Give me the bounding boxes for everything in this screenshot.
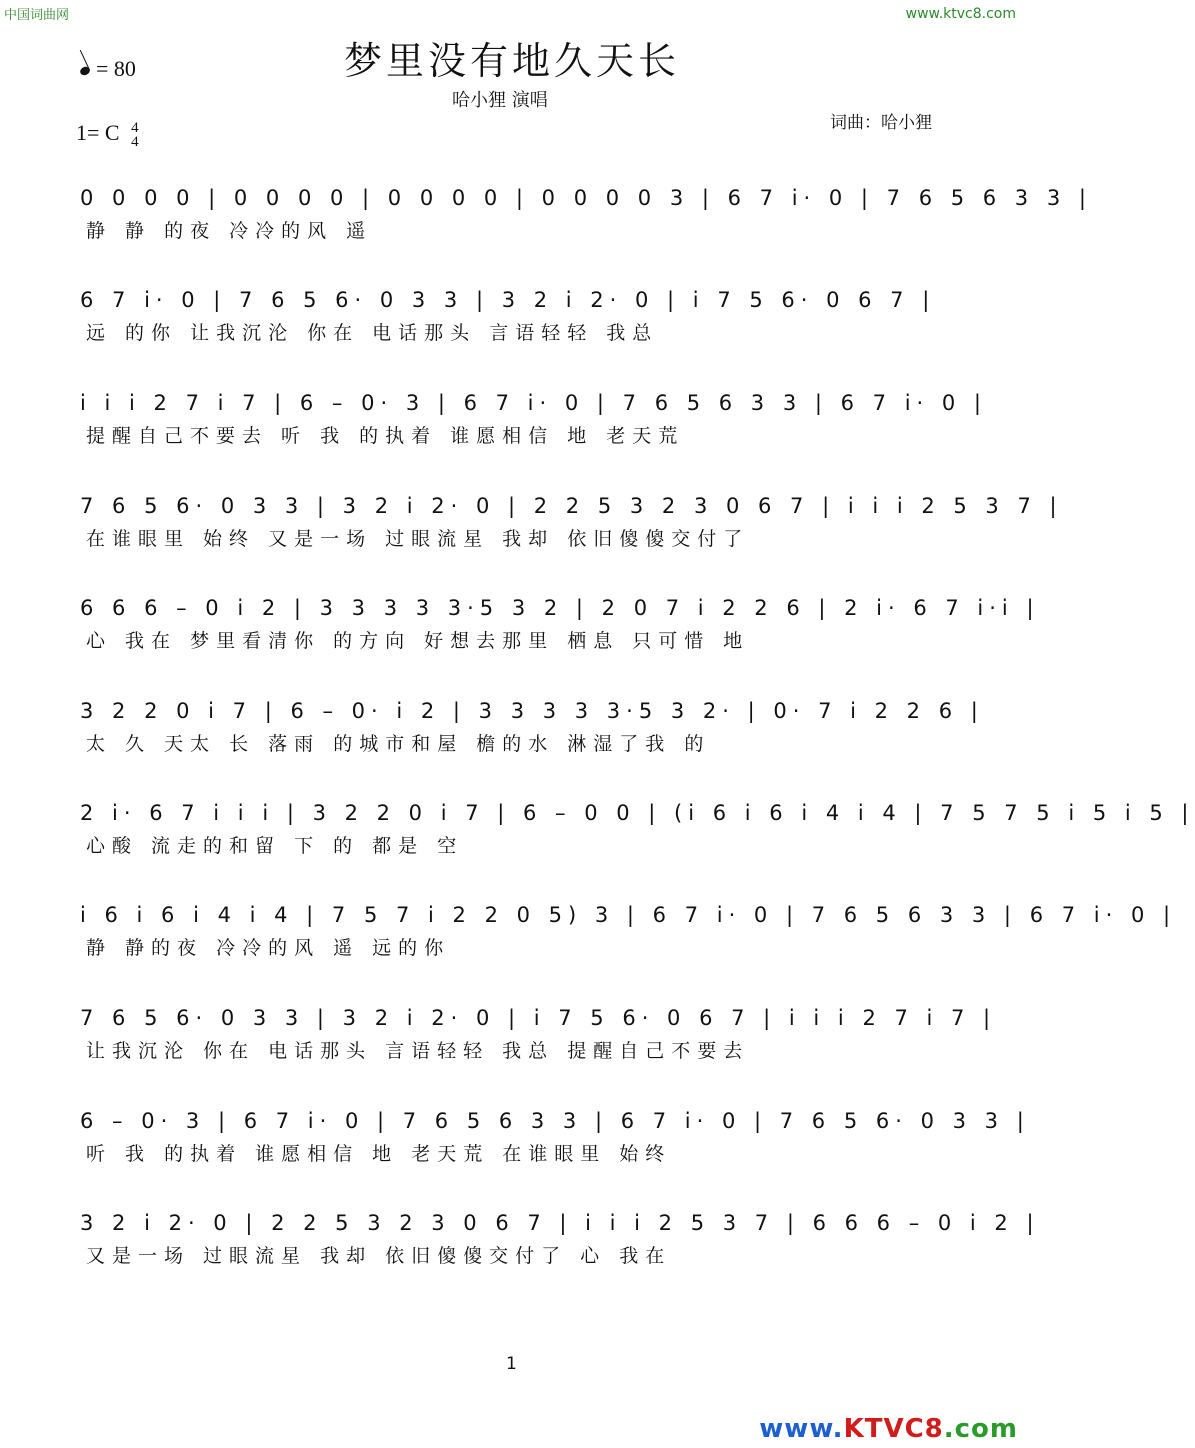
score-system: [80, 683, 984, 763]
lyric-line: 静 静的夜 冷冷的风 遥 远的你: [86, 937, 451, 959]
site-logo-left: 中国词曲网: [4, 8, 70, 23]
performer: 哈小狸 演唱: [452, 90, 548, 111]
score-system: [80, 580, 1040, 660]
score-system: [80, 170, 1092, 250]
key-signature: [76, 120, 139, 149]
notation-line: i 6 i 6 i 4 i 4 | 7 5 7 i 2 2 0 5) 3 | 6 7 i· 0 | 7 6 5 6 3 3 | 6 7 i· 0 |: [80, 903, 1177, 927]
notation-line: i i i 2 7 i 7 | 6 – 0· 3 | 6 7 i· 0 | 7 6 5 6 3 3 | 6 7 i· 0 |: [80, 391, 987, 415]
lyric-line: 让我沉沦 你在 电话那头 言语轻轻 我总 提醒自己不要去: [86, 1040, 750, 1062]
lyric-line: 心 我在 梦里看清你 的方向 好想去那里 栖息 只可惜 地: [86, 630, 750, 652]
lyric-line: 在谁眼里 始终 又是一场 过眼流星 我却 依旧傻傻交付了: [86, 528, 750, 550]
notation-line: 2 i· 6 7 i i i | 3 2 2 0 i 7 | 6 – 0 0 | (i 6 i 6 i 4 i 4 | 7 5 7 5 i 5 i 5 |: [80, 801, 1195, 825]
brand-com: .com: [943, 1414, 1018, 1444]
notation-line: 7 6 5 6· 0 3 3 | 3 2 i 2· 0 | 2 2 5 3 2 3 0 6 7 | i i i 2 5 3 7 |: [80, 494, 1063, 518]
lyric-line: 静 静 的夜 冷冷的风 遥: [86, 220, 373, 242]
song-title: 梦里没有地久天长: [343, 39, 680, 83]
page-number: 1: [506, 1354, 517, 1374]
time-top: 4: [131, 119, 139, 136]
score-system: [80, 272, 952, 352]
notation-line: 0 0 0 0 | 0 0 0 0 | 0 0 0 0 | 0 0 0 0 3 | 6 7 i· 0 | 7 6 5 6 3 3 |: [80, 186, 1092, 210]
credit: 词曲：哈小狸: [830, 113, 932, 133]
key-label: 1= C: [76, 120, 120, 145]
brand-watermark: [759, 1414, 1018, 1444]
score-system: [80, 375, 987, 455]
score-system: [80, 478, 1063, 558]
score-system: [80, 990, 997, 1070]
score-system: [80, 785, 1195, 865]
lyric-line: 太 久 天太 长 落雨 的城市和屋 檐的水 淋湿了我 的: [86, 733, 711, 755]
notation-line: 3 2 2 0 i 7 | 6 – 0· i 2 | 3 3 3 3 3·5 3 2· | 0· 7 i 2 2 6 |: [80, 699, 984, 723]
score-system: [80, 1195, 1040, 1275]
lyric-line: 听 我 的执着 谁愿相信 地 老天荒 在谁眼里 始终: [86, 1143, 672, 1165]
brand-www: www.: [759, 1414, 844, 1444]
lyric-line: 又是一场 过眼流星 我却 依旧傻傻交付了 心 我在: [86, 1245, 672, 1267]
notation-line: 6 7 i· 0 | 7 6 5 6· 0 3 3 | 3 2 i 2· 0 | i 7 5 6· 0 6 7 |: [80, 288, 936, 312]
tempo-value: = 80: [96, 56, 136, 81]
time-signature: [131, 121, 139, 149]
notation-line: 7 6 5 6· 0 3 3 | 3 2 i 2· 0 | i 7 5 6· 0 6 7 | i i i 2 7 i 7 |: [80, 1006, 997, 1030]
notation-line: 6 – 0· 3 | 6 7 i· 0 | 7 6 5 6 3 3 | 6 7 i· 0 | 7 6 5 6· 0 3 3 |: [80, 1109, 1030, 1133]
lyric-line: 远 的你 让我沉沦 你在 电话那头 言语轻轻 我总: [86, 322, 659, 344]
time-bottom: 4: [131, 133, 139, 150]
lyric-line: 心酸 流走的和留 下 的 都是 空: [86, 835, 464, 857]
lyric-line: 提醒自己不要去 听 我 的执着 谁愿相信 地 老天荒: [86, 425, 685, 447]
score-system: [80, 1093, 1030, 1173]
notation-line: 6 6 6 – 0 i 2 | 3 3 3 3 3·5 3 2 | 2 0 7 i 2 2 6 | 2 i· 6 7 i·i |: [80, 596, 1040, 620]
site-url[interactable]: www.ktvc8.com: [905, 6, 1016, 22]
notation-line: 3 2 i 2· 0 | 2 2 5 3 2 3 0 6 7 | i i i 2 5 3 7 | 6 6 6 – 0 i 2 |: [80, 1211, 1040, 1235]
brand-ktv: KTVC8: [843, 1414, 944, 1444]
score-system: [80, 887, 1177, 967]
